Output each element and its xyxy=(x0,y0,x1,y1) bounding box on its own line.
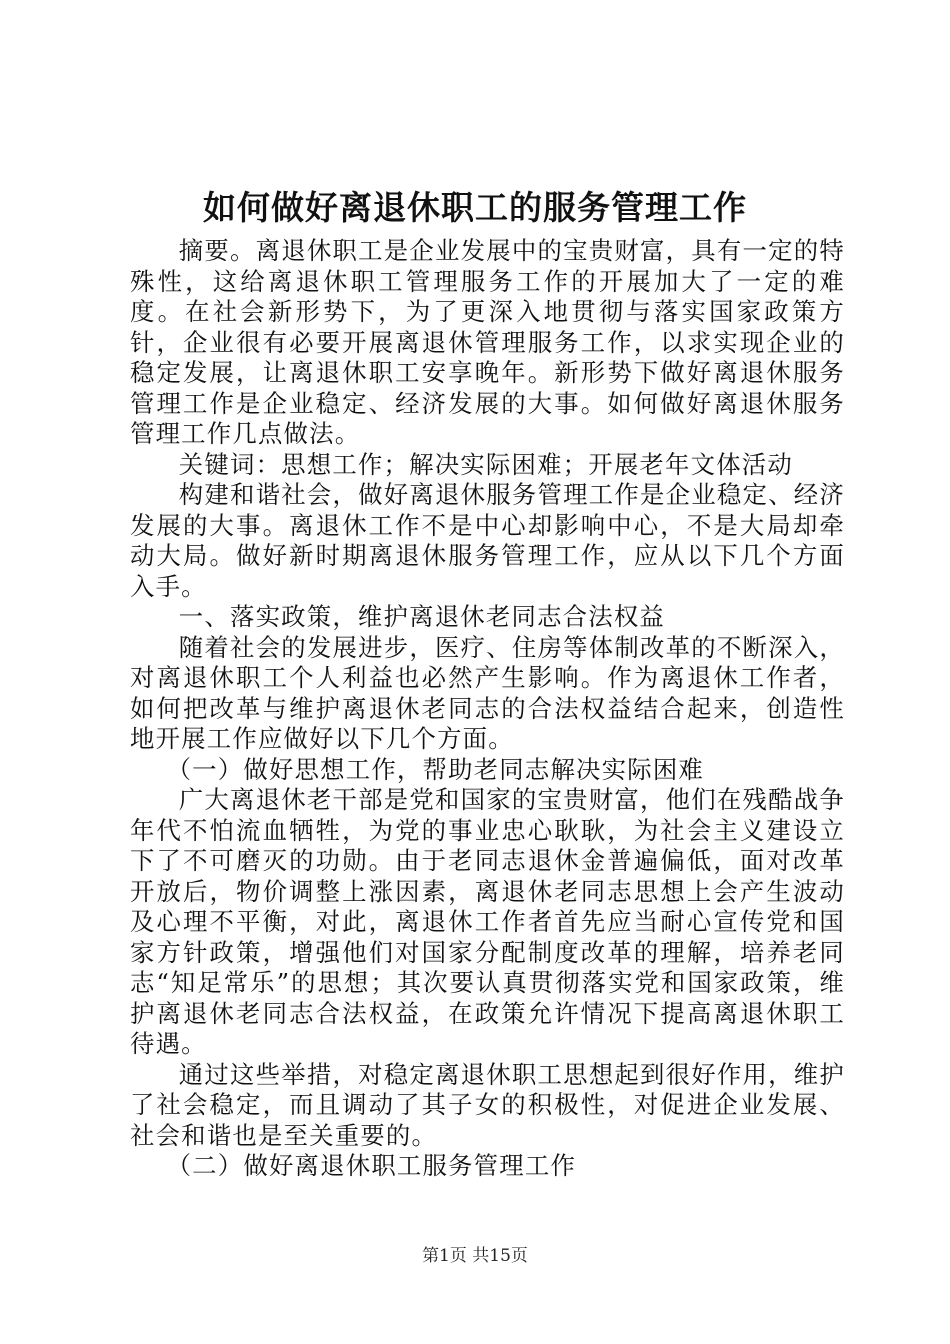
abstract-paragraph: 摘要。离退休职工是企业发展中的宝贵财富，具有一定的特殊性，这给离退休职工管理服务工作的开展加大了一定的难度。在社会新形势下，为了更深入地贯彻与落实国家政策方针，企业很有必要开展离退休管理服务工作，以求实现企业的稳定发展，让离退休职工安享晚年。新形势下做好离退休服务管理工作是企业稳定、经济发展的大事。如何做好离退休服务管理工作几点做法。 xyxy=(130,236,845,448)
keywords-paragraph: 关键词：思想工作；解决实际困难；开展老年文体活动 xyxy=(178,449,793,479)
subsection-1-paragraph-2: 通过这些举措，对稳定离退休职工思想起到很好作用，维护了社会稳定，而且调动了其子女的积极性，对促进企业发展、社会和谐也是至关重要的。 xyxy=(130,1059,845,1150)
document-title: 如何做好离退休职工的服务管理工作 xyxy=(203,188,747,227)
section-1-paragraph: 随着社会的发展进步，医疗、住房等体制改革的不断深入，对离退休职工个人利益也必然产生影响。作为离退休工作者，如何把改革与维护离退休老同志的合法权益结合起来，创造性地开展工作应做好以下几个方面。 xyxy=(130,632,845,753)
intro-paragraph: 构建和谐社会，做好离退休服务管理工作是企业稳定、经济发展的大事。离退休工作不是中心却影响中心，不是大局却牵动大局。做好新时期离退休服务管理工作，应从以下几个方面入手。 xyxy=(130,480,845,601)
subsection-heading-1: （一）做好思想工作，帮助老同志解决实际困难 xyxy=(166,754,704,784)
document-body xyxy=(130,236,845,1182)
subsection-1-paragraph: 广大离退休老干部是党和国家的宝贵财富，他们在残酷战争年代不怕流血牺牲，为党的事业忠心耿耿，为社会主义建设立下了不可磨灭的功勋。由于老同志退休金普遍偏低，面对改革开放后，物价调整上涨因素，离退休老同志思想上会产生波动及心理不平衡，对此，离退休工作者首先应当耐心宣传党和国家方针政策，增强他们对国家分配制度改革的理解，培养老同志“知足常乐”的思想；其次要认真贯彻落实党和国家政策，维护离退休老同志合法权益，在政策允许情况下提高离退休职工待遇。 xyxy=(130,785,845,1058)
subsection-heading-2: （二）做好离退休职工服务管理工作 xyxy=(166,1151,577,1180)
section-heading-1: 一、落实政策，维护离退休老同志合法权益 xyxy=(178,602,666,631)
page-footer: 第1页 共15页 xyxy=(422,1246,528,1266)
